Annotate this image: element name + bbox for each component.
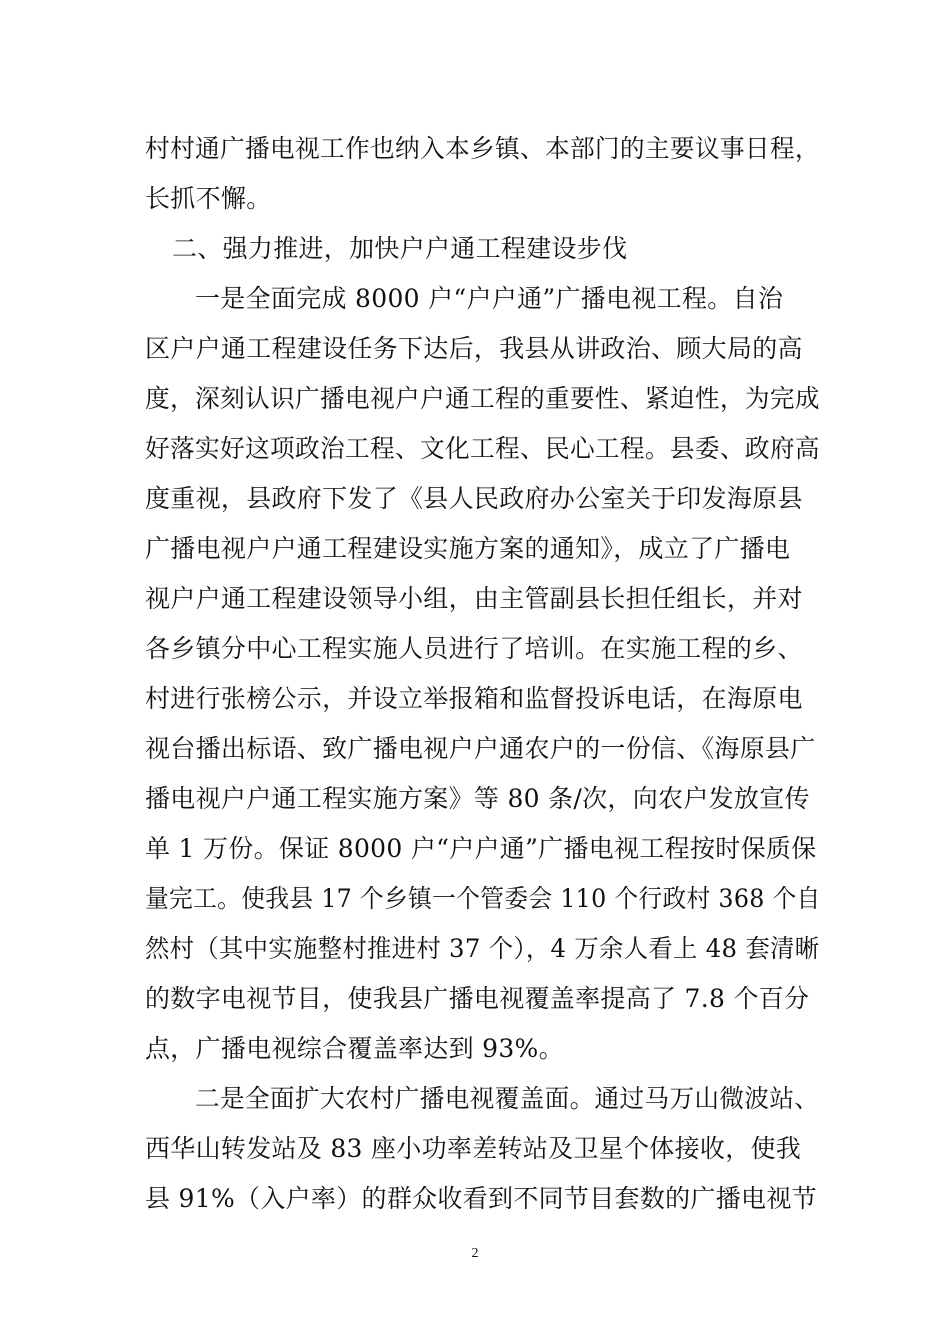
body-text-line: 单 1 万份。保证 8000 户“户户通”广播电视工程按时保质保 bbox=[145, 834, 817, 863]
body-text-line: 村村通广播电视工作也纳入本乡镇、本部门的主要议事日程， bbox=[145, 134, 820, 163]
body-text-line: 点，广播电视综合覆盖率达到 93%。 bbox=[145, 1034, 564, 1063]
body-text-line: 县 91%（入户率）的群众收看到不同节目套数的广播电视节 bbox=[145, 1184, 817, 1213]
body-text-line: 量完工。使我县 17 个乡镇一个管委会 110 个行政村 368 个自 bbox=[145, 884, 821, 913]
body-text-line: 好落实好这项政治工程、文化工程、民心工程。县委、政府高 bbox=[145, 434, 820, 463]
body-text-line: 视台播出标语、致广播电视户户通农户的一份信、《海原县广 bbox=[145, 734, 816, 763]
body-text-line: 度，深刻认识广播电视户户通工程的重要性、紧迫性，为完成 bbox=[145, 384, 820, 413]
body-text-line: 长抓不懈。 bbox=[145, 184, 272, 213]
body-text-line: 播电视户户通工程实施方案》等 80 条/次，向农户发放宣传 bbox=[145, 784, 810, 813]
paragraph-first-line: 二是全面扩大农村广播电视覆盖面。通过马万山微波站、 bbox=[195, 1084, 820, 1113]
section-heading: 二、强力推进，加快户户通工程建设步伐 bbox=[172, 234, 628, 263]
body-text-line: 度重视，县政府下发了《县人民政府办公室关于印发海原县 bbox=[145, 484, 803, 513]
body-text-line: 视户户通工程建设领导小组，由主管副县长担任组长，并对 bbox=[145, 584, 803, 613]
body-text-line: 区户户通工程建设任务下达后，我县从讲政治、顾大局的高 bbox=[145, 334, 803, 363]
body-text-line: 西华山转发站及 83 座小功率差转站及卫星个体接收，使我 bbox=[145, 1134, 802, 1163]
body-text-line: 村进行张榜公示，并设立举报箱和监督投诉电话，在海原电 bbox=[145, 684, 803, 713]
body-text-line: 广播电视户户通工程建设实施方案的通知》，成立了广播电 bbox=[145, 534, 791, 563]
body-text-line: 然村（其中实施整村推进村 37 个），4 万余人看上 48 套清晰 bbox=[145, 934, 820, 963]
body-text-line: 的数字电视节目，使我县广播电视覆盖率提高了 7.8 个百分 bbox=[145, 984, 810, 1013]
paragraph-first-line: 一是全面完成 8000 户“户户通”广播电视工程。自治 bbox=[195, 284, 784, 313]
page-number: 2 bbox=[471, 1246, 479, 1261]
body-text-line: 各乡镇分中心工程实施人员进行了培训。在实施工程的乡、 bbox=[145, 634, 803, 663]
